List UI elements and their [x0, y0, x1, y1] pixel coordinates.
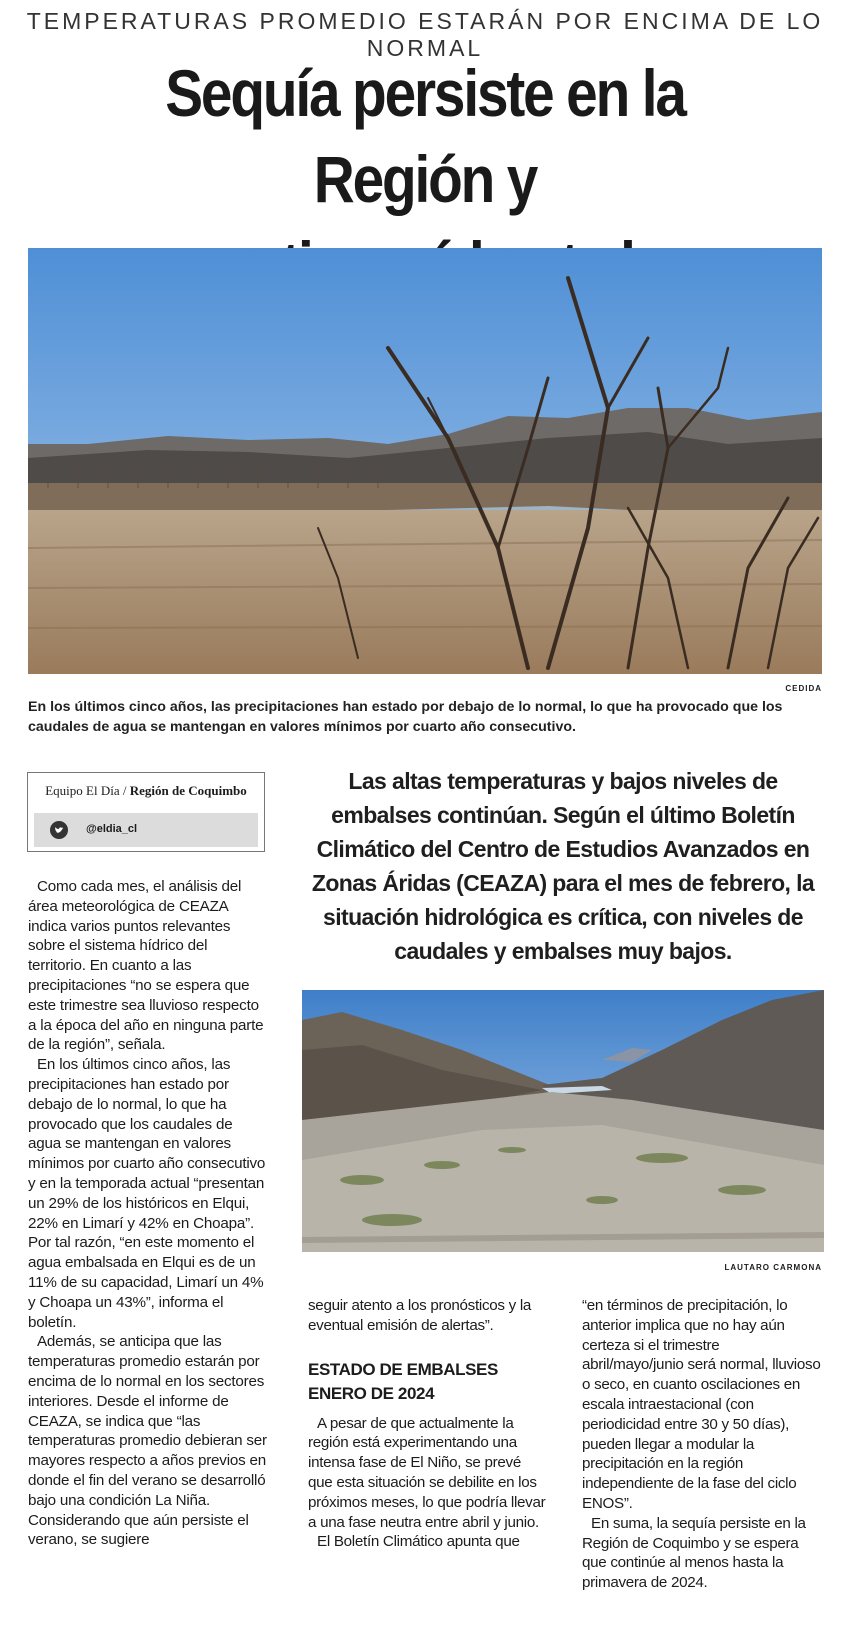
- body-paragraph: A pesar de que actualmente la región está experimentando una intensa fase de El Niño, se prevé que esta situación se debilite en los próximos meses, lo que podría llevar a una fase neutra entre abril y junio.: [308, 1414, 546, 1531]
- dry-valley-photo: [302, 990, 824, 1252]
- photo2-credit: LAUTARO CARMONA: [724, 1263, 822, 1272]
- body-paragraph: Además, se anticipa que las temperaturas promedio estarán por encima de lo normal en los sectores interiores. Desde el informe de CEAZA, se indica que “las temperaturas promedio debieran ser mayores respecto a años previos en donde el fin del verano se desarrolló bajo una condición La Niña. Considerando que aún persiste el verano, se sugiere: [28, 1333, 267, 1549]
- kicker: TEMPERATURAS PROMEDIO ESTARÁN POR ENCIMA DE LO NORMAL: [26, 8, 824, 61]
- twitter-bird-icon[interactable]: [50, 821, 68, 839]
- body-paragraph: El Boletín Climático apunta que: [317, 1533, 520, 1551]
- section-subhead: [308, 1358, 548, 1406]
- byline-authors: [28, 783, 264, 799]
- body-paragraph-continued: seguir atento a los pronósticos y la eventual emisión de alertas”.: [308, 1297, 532, 1334]
- byline-box: [27, 772, 265, 852]
- photo1-caption: En los últimos cinco años, las precipitaciones han estado por debajo de lo normal, lo que ha provocado que los caudales de agua se mantengan en valores mínimos por cuarto año consecutivo.: [28, 699, 783, 735]
- body-paragraph: En suma, la sequía persiste en la Región de Coquimbo y se espera que continúe al menos hasta la primavera de 2024.: [582, 1514, 806, 1592]
- byline-region: Región de Coquimbo: [129, 783, 247, 798]
- lead-paragraph: Las altas temperaturas y bajos niveles de embalses continúan. Según el último Boletín Climático del Centro de Estudios Avanzados en Zonas Áridas (CEAZA) para el mes de febrero, la situación hidrológica es crítica, con niveles de caudales y embalses muy bajos.: [311, 768, 815, 964]
- body-paragraph-continued: “en términos de precipitación, lo anterior implica que no hay aún certeza si el trimestre abril/mayo/junio será normal, lluvioso o seco, en cuanto oscilaciones en escala intraestacional (con periodicidad entre 30 y 50 días), pueden llegar a modular la precipitación en la región independiente de la fase del ciclo ENOS”.: [582, 1297, 821, 1512]
- body-column-right: [582, 1296, 824, 1593]
- photo1-credit: CEDIDA: [785, 684, 822, 693]
- headline-line-1: Sequía persiste en la Región y: [165, 56, 685, 216]
- subhead-line-2: ENERO DE 2024: [308, 1383, 435, 1403]
- twitter-handle[interactable]: @eldia_cl: [86, 823, 138, 835]
- drought-reservoir-photo: [28, 248, 822, 674]
- twitter-row: [34, 813, 258, 847]
- body-column-middle: [308, 1296, 548, 1552]
- subhead-line-1: ESTADO DE EMBALSES: [308, 1359, 498, 1379]
- byline-team: Equipo El Día: [45, 783, 120, 798]
- body-paragraph: En los últimos cinco años, las precipitaciones han estado por debajo de lo normal, lo que ha provocado que los caudales de agua se mantengan en valores mínimos por cuarto año consecutivo y en la temporada actual “presentan un 29% de los históricos en Elqui, 22% en Limarí y 42% en Choapa”. Por tal razón, “en este momento el agua embalsada en Elqui es de un 11% de su capacidad, Limarí un 4% y Choapa un 43%”, informa el boletín.: [28, 1056, 266, 1331]
- body-paragraph: Como cada mes, el análisis del área meteorológica de CEAZA indica varios puntos relevantes sobre el sistema hídrico del territorio. En cuanto a las precipitaciones “no se espera que este trimestre sea lluvioso respecto a la época del año en ninguna parte de la región”, señala.: [28, 878, 264, 1054]
- byline-separator: /: [122, 783, 127, 798]
- body-column-left: [28, 877, 268, 1550]
